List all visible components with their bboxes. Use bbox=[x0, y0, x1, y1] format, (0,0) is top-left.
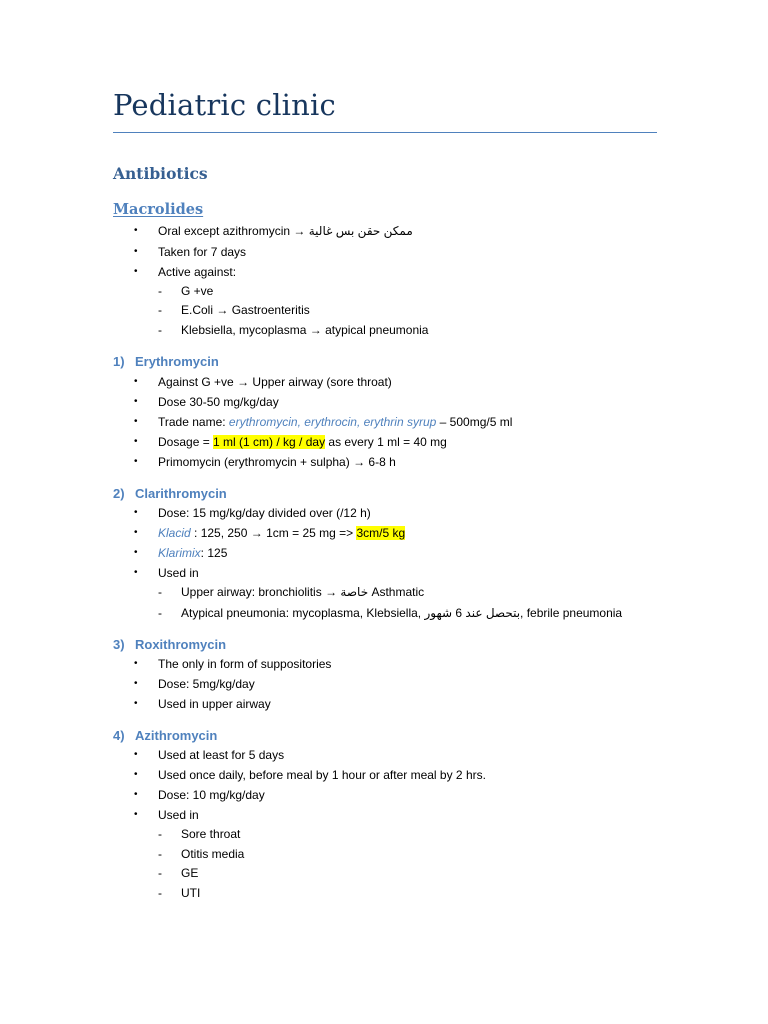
brand-name: Klarimix bbox=[158, 546, 201, 560]
dash: - bbox=[158, 847, 162, 861]
list-item-text: Gastroenteritis bbox=[231, 303, 310, 317]
list-item-text: Klebsiella, mycoplasma bbox=[181, 323, 307, 337]
list-item-text: 6-8 h bbox=[368, 455, 396, 469]
dash: - bbox=[158, 606, 162, 620]
title-underline bbox=[113, 132, 657, 133]
dash: - bbox=[158, 323, 162, 337]
section-heading-antibiotics: Antibiotics bbox=[113, 164, 208, 183]
dash: - bbox=[158, 866, 162, 880]
list-item-text: E.Coli bbox=[181, 303, 214, 317]
list-item-text: Active against: bbox=[158, 265, 237, 279]
bullet: • bbox=[134, 527, 138, 538]
list-item-text: Dose: 10 mg/kg/day bbox=[158, 788, 265, 802]
heading-text: Erythromycin bbox=[135, 354, 219, 369]
list-item-text: : 125 bbox=[200, 546, 228, 560]
dash: - bbox=[158, 284, 162, 298]
drug-heading-azithromycin bbox=[113, 728, 217, 743]
list-item-text: Atypical pneumonia: mycoplasma, Klebsiella, bbox=[181, 606, 422, 620]
list-item-text: Primomycin (erythromycin + sulpha) bbox=[158, 455, 350, 469]
dash: - bbox=[158, 585, 162, 599]
arrow-right-icon: → bbox=[325, 585, 338, 599]
heading-text: Roxithromycin bbox=[135, 637, 227, 652]
trade-names: erythromycin, erythrocin, erythrin syrup bbox=[228, 415, 437, 429]
list-item-text: : 125, 250 bbox=[190, 526, 248, 540]
list-item-text: Used at least for 5 days bbox=[158, 748, 285, 762]
list-item-text: G +ve bbox=[181, 284, 214, 298]
heading-text: Clarithromycin bbox=[135, 486, 227, 501]
list-item-text: Otitis media bbox=[181, 847, 245, 861]
list-item-text: Trade name: bbox=[158, 415, 229, 429]
list-item-text: Dosage = bbox=[158, 435, 214, 449]
dash: - bbox=[158, 886, 162, 900]
drug-heading-clarithromycin bbox=[113, 486, 227, 501]
dash: - bbox=[158, 303, 162, 317]
bullet: • bbox=[134, 698, 138, 709]
list-item-text: The only in form of suppositories bbox=[158, 657, 332, 671]
dash: - bbox=[158, 827, 162, 841]
arrow-right-icon: → bbox=[216, 303, 229, 317]
heading-number: 1) bbox=[113, 354, 125, 369]
bullet: • bbox=[134, 376, 138, 387]
list-item-text: Upper airway: bronchiolitis bbox=[181, 585, 322, 599]
bullet: • bbox=[134, 678, 138, 689]
highlighted-dosage: 1 ml (1 cm) / kg / day bbox=[213, 435, 326, 449]
drug-heading-roxithromycin bbox=[113, 637, 226, 652]
arrow-right-icon: → bbox=[293, 224, 306, 238]
bullet: • bbox=[134, 567, 138, 578]
arabic-note: خاصة bbox=[340, 585, 369, 599]
heading-number: 4) bbox=[113, 728, 125, 743]
page-title: Pediatric clinic bbox=[113, 88, 336, 122]
list-item-text: atypical pneumonia bbox=[325, 323, 429, 337]
arrow-right-icon: → bbox=[237, 375, 250, 389]
list-item-text: Used in bbox=[158, 566, 199, 580]
bullet: • bbox=[134, 769, 138, 780]
bullet: • bbox=[134, 436, 138, 447]
list-item-text: , febrile pneumonia bbox=[520, 606, 623, 620]
bullet: • bbox=[134, 396, 138, 407]
heading-number: 2) bbox=[113, 486, 125, 501]
bullet: • bbox=[134, 225, 138, 236]
bullet: • bbox=[134, 456, 138, 467]
list-item-text: – 500mg/5 ml bbox=[436, 415, 513, 429]
bullet: • bbox=[134, 246, 138, 257]
list-item-text: as every 1 ml = 40 mg bbox=[325, 435, 447, 449]
heading-text: Azithromycin bbox=[135, 728, 218, 743]
brand-name: Klacid bbox=[158, 526, 191, 540]
list-item-text: Sore throat bbox=[181, 827, 241, 841]
list-item-text: UTI bbox=[181, 886, 201, 900]
list-item-text: Asthmatic bbox=[371, 585, 425, 599]
list-item-text: Against G +ve bbox=[158, 375, 234, 389]
bullet: • bbox=[134, 749, 138, 760]
list-item-text: Dose 30-50 mg/kg/day bbox=[158, 395, 279, 409]
arabic-note: ممكن حقن بس غالية bbox=[308, 224, 413, 238]
subsection-heading-macrolides: Macrolides bbox=[113, 201, 204, 218]
list-item-text: GE bbox=[181, 866, 199, 880]
bullet: • bbox=[134, 658, 138, 669]
arrow-right-icon: → bbox=[250, 526, 263, 540]
list-item-text: Used once daily, before meal by 1 hour or after meal by 2 hrs. bbox=[158, 768, 486, 782]
drug-heading-erythromycin bbox=[113, 354, 219, 369]
bullet: • bbox=[134, 507, 138, 518]
list-item-text: Taken for 7 days bbox=[158, 245, 247, 259]
heading-number: 3) bbox=[113, 637, 125, 652]
list-item-text: Dose: 5mg/kg/day bbox=[158, 677, 255, 691]
list-item-text: Upper airway (sore throat) bbox=[252, 375, 392, 389]
list-item-text: Used in upper airway bbox=[158, 697, 271, 711]
arrow-right-icon: → bbox=[309, 323, 322, 337]
list-item-text: Dose: 15 mg/kg/day divided over (/12 h) bbox=[158, 506, 371, 520]
bullet: • bbox=[134, 416, 138, 427]
arabic-note: بتحصل عند 6 شهور bbox=[424, 606, 521, 620]
arrow-right-icon: → bbox=[353, 455, 366, 469]
bullet: • bbox=[134, 809, 138, 820]
list-item-text: 1cm = 25 mg => bbox=[266, 526, 357, 540]
list-item-text: Used in bbox=[158, 808, 199, 822]
list-item-text: Oral except azithromycin bbox=[158, 224, 291, 238]
bullet: • bbox=[134, 547, 138, 558]
highlighted-dosage: 3cm/5 kg bbox=[356, 526, 406, 540]
bullet: • bbox=[134, 266, 138, 277]
bullet: • bbox=[134, 789, 138, 800]
